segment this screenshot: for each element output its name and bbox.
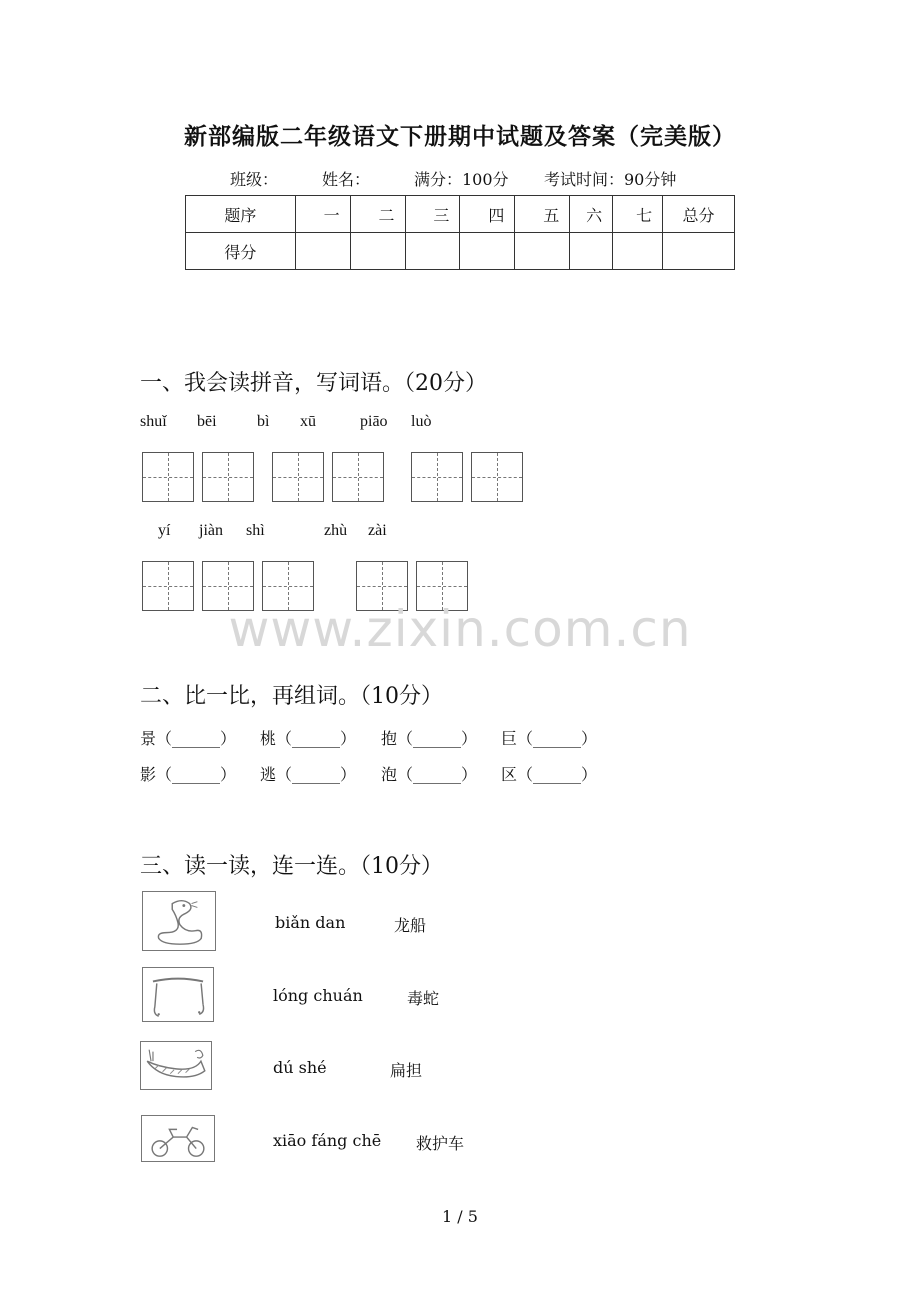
name-label: 姓名： <box>322 170 371 189</box>
compare-item: 泡（______） <box>381 765 478 784</box>
pinyin: piāo <box>360 413 388 430</box>
compare-item: 影（______） <box>140 765 237 784</box>
full-score: 满分：100分 <box>414 170 509 189</box>
pinyin: lóng chuán <box>273 986 363 1005</box>
motorcycle-icon <box>141 1115 215 1162</box>
compare-item: 景（______） <box>140 729 237 748</box>
score-cell[interactable] <box>460 233 515 270</box>
score-cell[interactable] <box>515 233 570 270</box>
writing-grid[interactable] <box>411 452 463 502</box>
score-header-cell: 三 <box>405 196 460 233</box>
pinyin: zài <box>368 522 387 539</box>
score-header-cell: 一 <box>295 196 350 233</box>
pinyin: xiāo fáng chē <box>273 1131 382 1150</box>
score-table-header <box>186 196 735 233</box>
section1-heading: 一、我会读拼音，写词语。（20分） <box>140 371 487 396</box>
pinyin: shì <box>246 522 265 539</box>
compare-item: 巨（______） <box>501 729 598 748</box>
word: 龙船 <box>394 916 427 935</box>
compare-item: 逃（______） <box>260 765 357 784</box>
pinyin: zhù <box>324 522 348 539</box>
page-number: 1 / 5 <box>442 1207 478 1226</box>
score-header-cell: 七 <box>613 196 663 233</box>
section2-heading: 二、比一比，再组词。（10分） <box>140 684 443 709</box>
pinyin: dú shé <box>273 1058 327 1077</box>
page-title: 新部编版二年级语文下册期中试题及答案（完美版） <box>184 123 736 150</box>
pinyin: biǎn dan <box>275 913 346 932</box>
exam-time: 考试时间：90分钟 <box>544 170 677 189</box>
pinyin: bēi <box>197 413 217 430</box>
score-header-cell: 二 <box>350 196 405 233</box>
score-cell[interactable] <box>663 233 735 270</box>
writing-grid[interactable] <box>142 452 194 502</box>
score-header-cell: 四 <box>460 196 515 233</box>
pinyin: jiàn <box>199 522 223 539</box>
score-header-cell: 六 <box>570 196 613 233</box>
score-row-label: 得分 <box>186 233 296 270</box>
snake-icon <box>142 891 216 951</box>
section3-heading: 三、读一读，连一连。（10分） <box>140 854 443 879</box>
score-table <box>185 195 735 270</box>
score-cell[interactable] <box>295 233 350 270</box>
writing-grid[interactable] <box>272 452 324 502</box>
watermark: www.zixin.com.cn <box>228 600 692 658</box>
pinyin: yí <box>158 522 171 539</box>
score-cell[interactable] <box>613 233 663 270</box>
pinyin: bì <box>257 413 270 430</box>
writing-grid[interactable] <box>202 452 254 502</box>
word: 毒蛇 <box>407 989 440 1008</box>
word: 救护车 <box>416 1134 465 1153</box>
compare-item: 区（______） <box>501 765 598 784</box>
score-cell[interactable] <box>350 233 405 270</box>
carrying-pole-icon <box>142 967 214 1022</box>
score-header-cell: 五 <box>515 196 570 233</box>
compare-item: 抱（______） <box>381 729 478 748</box>
score-cell[interactable] <box>405 233 460 270</box>
pinyin: xū <box>300 413 316 430</box>
dragon-boat-icon <box>140 1041 212 1090</box>
writing-grid[interactable] <box>332 452 384 502</box>
score-header-cell: 总分 <box>663 196 735 233</box>
word: 扁担 <box>390 1061 423 1080</box>
class-label: 班级： <box>230 170 279 189</box>
pinyin: shuǐ <box>140 413 167 430</box>
writing-grid[interactable] <box>471 452 523 502</box>
score-header-cell: 题序 <box>186 196 296 233</box>
pinyin: luò <box>411 413 432 430</box>
score-table-row <box>186 233 735 270</box>
compare-item: 桃（______） <box>260 729 357 748</box>
score-cell[interactable] <box>570 233 613 270</box>
